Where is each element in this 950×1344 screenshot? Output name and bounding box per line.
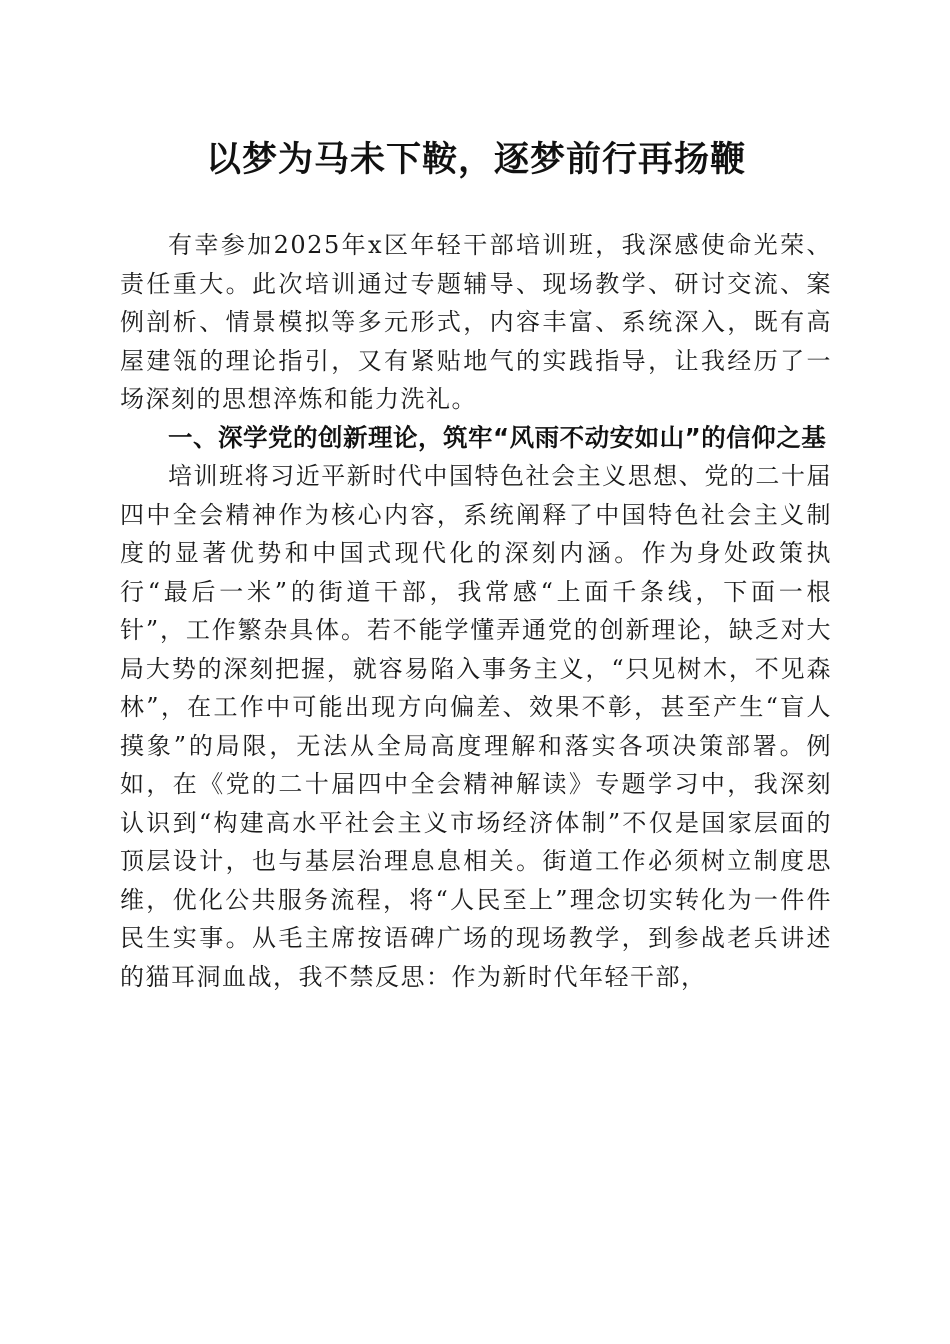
section-heading-1: 一、深学党的创新理论，筑牢“风雨不动安如山”的信仰之基 bbox=[168, 422, 827, 452]
section-body-1: 培训班将习近平新时代中国特色社会主义思想、党的二十届四中全会精神作为核心内容，系统阐释了中国特色社会主义制度的显著优势和中国式现代化的深刻内涵。作为身处政策执行“最后一米”的街道干部，我常感“上面千条线，下面一根针”，工作繁杂具体。若不能学懂弄通党的创新理论，缺乏对大局大势的深刻把握，就容易陷入事务主义，“只见树木，不见森林”，在工作中可能出现方向偏差、效果不彰，甚至产生“盲人摸象”的局限，无法从全局高度理解和落实各项决策部署。例如，在《党的二十届四中全会精神解读》专题学习中，我深刻认识到“构建高水平社会主义市场经济体制”不仅是国家层面的顶层设计，也与基层治理息息相关。街道工作必须树立制度思维，优化公共服务流程，将“人民至上”理念切实转化为一件件民生实事。从毛主席按语碑广场的现场教学，到参战老兵讲述的猫耳洞血战，我不禁反思：作为新时代年轻干部， bbox=[120, 462, 832, 991]
document-title: 以梦为马未下鞍，逐梦前行再扬鞭 bbox=[205, 139, 746, 180]
document-page bbox=[120, 128, 832, 996]
intro-paragraph: 有幸参加2025年x区年轻干部培训班，我深感使命光荣、责任重大。此次培训通过专题辅导、现场教学、研讨交流、案例剖析、情景模拟等多元形式，内容丰富、系统深入，既有高屋建瓴的理论指引，又有紧贴地气的实践指导，让我经历了一场深刻的思想淬炼和能力洗礼。 bbox=[120, 231, 832, 413]
